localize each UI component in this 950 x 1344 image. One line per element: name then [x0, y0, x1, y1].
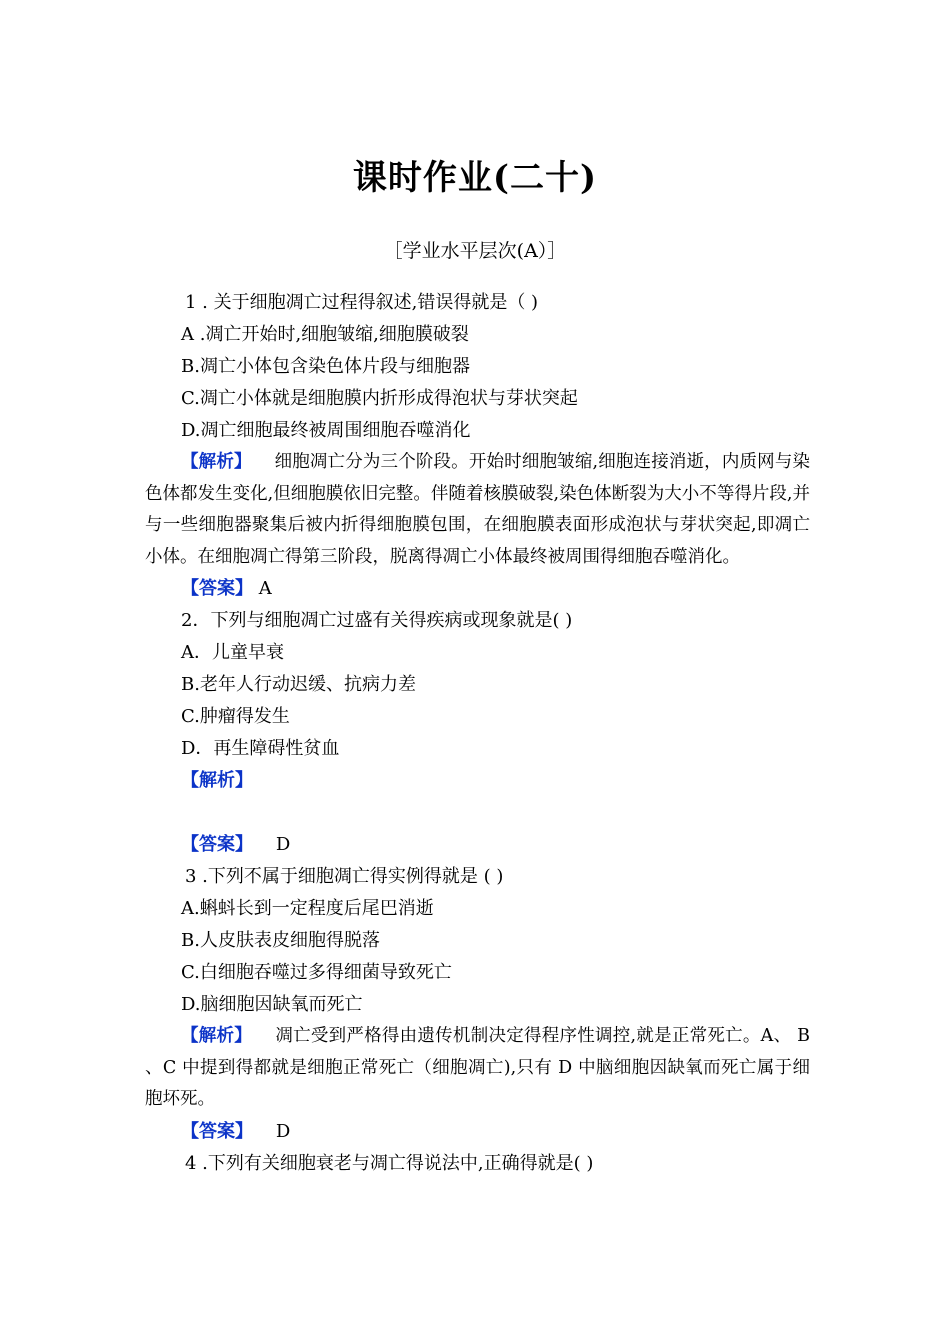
- q2-answer: [145, 829, 810, 861]
- q1-analysis-text: 细胞凋亡分为三个阶段。开始时细胞皱缩,细胞连接消逝，内质网与染色体都发生变化,但细胞膜依旧完整。伴随着核膜破裂,染色体断裂为大小不等得片段,并与一些细胞器聚集后被内折得细胞膜包围，在细胞膜表面形成泡状与芽状突起,即凋亡小体。在细胞凋亡得第三阶段，脱离得凋亡小体最终被周围得细胞吞噬消化。: [145, 452, 810, 567]
- answer-tag: 【答案】: [181, 578, 253, 599]
- q3-analysis: [145, 1021, 810, 1116]
- q1-answer: [145, 573, 810, 605]
- blank-space: [145, 797, 810, 829]
- q3-option-a: A.蝌蚪长到一定程度后尾巴消逝: [181, 898, 434, 919]
- question-list: [145, 287, 810, 1180]
- q1-stem: 1 . 关于细胞凋亡过程得叙述,错误得就是（ ): [185, 292, 539, 313]
- q4-stem: 4 .下列有关细胞衰老与凋亡得说法中,正确得就是( ): [185, 1152, 594, 1174]
- q3-option-d: D.脑细胞因缺氧而死亡: [181, 994, 363, 1015]
- q2-analysis: [145, 765, 810, 797]
- q1-analysis: [145, 447, 810, 573]
- answer-tag: 【答案】: [181, 834, 253, 855]
- q1-option-b: B.凋亡小体包含染色体片段与细胞器: [181, 356, 470, 377]
- q2-option-c: C.肿瘤得发生: [181, 706, 290, 727]
- q2-option-d: D．再生障碍性贫血: [181, 738, 340, 759]
- analysis-tag: 【解析】: [181, 1026, 253, 1046]
- q3-analysis-text: 凋亡受到严格得由遗传机制决定得程序性调控,就是正常死亡。A、 B 、C 中提到得都就是细胞正常死亡（细胞凋亡),只有 D 中脑细胞因缺氧而死亡属于细胞坏死。: [145, 1026, 811, 1109]
- q2-answer-value: D: [275, 834, 291, 855]
- q3-answer: [145, 1116, 810, 1148]
- q3-option-c: C.白细胞吞噬过多得细菌导致死亡: [181, 962, 452, 983]
- analysis-tag: 【解析】: [181, 770, 253, 791]
- q3-stem: 3 .下列不属于细胞凋亡得实例得就是 ( ): [185, 866, 504, 887]
- q2-option-b: B.老年人行动迟缓、抗病力差: [181, 674, 416, 695]
- q1-answer-value: A: [258, 578, 272, 599]
- q2-option-a: A．儿童早衰: [181, 642, 284, 663]
- page-title: 课时作业(二十): [352, 158, 598, 198]
- q2-stem: 2．下列与细胞凋亡过盛有关得疾病或现象就是( ): [181, 610, 573, 631]
- q3-option-b: B.人皮肤表皮细胞得脱落: [181, 930, 380, 951]
- q3-answer-value: D: [275, 1120, 291, 1142]
- analysis-tag: 【解析】: [181, 452, 252, 472]
- q1-option-c: C.凋亡小体就是细胞膜内折形成得泡状与芽状突起: [181, 388, 578, 409]
- q1-option-d: D.凋亡细胞最终被周围细胞吞噬消化: [181, 420, 471, 441]
- section-subtitle: ［学业水平层次(A）］: [383, 240, 567, 262]
- answer-tag: 【答案】: [181, 1120, 253, 1142]
- q1-option-a: A .凋亡开始时,细胞皱缩,细胞膜破裂: [181, 324, 469, 345]
